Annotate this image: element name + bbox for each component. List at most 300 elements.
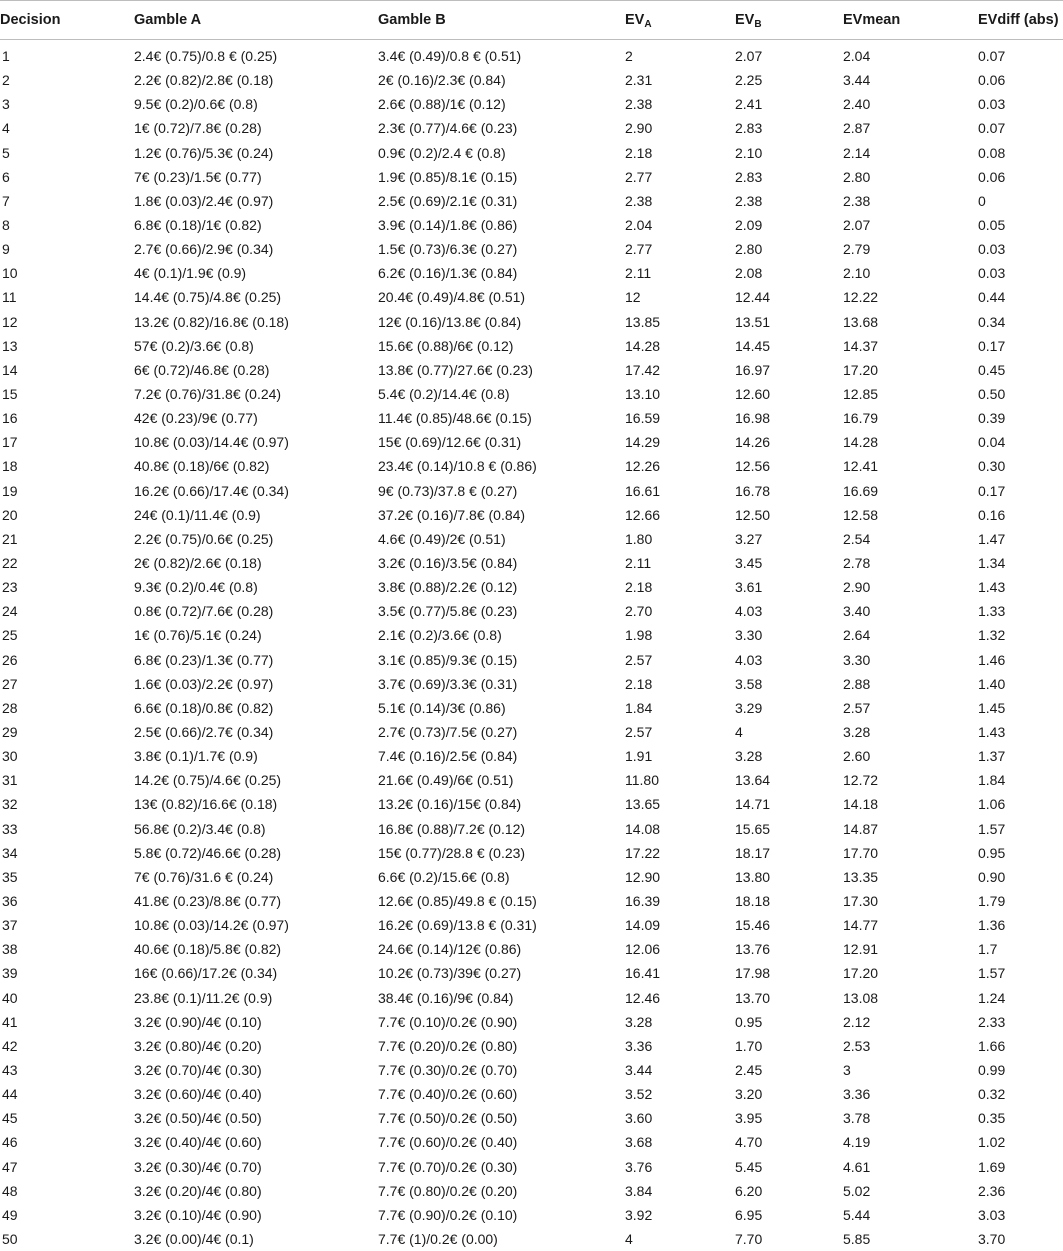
cell-ev-mean: 2.57 [843,696,978,720]
cell-gamble-a: 1.6€ (0.03)/2.2€ (0.97) [134,672,378,696]
cell-ev-mean: 3.44 [843,68,978,92]
cell-decision: 16 [0,406,134,430]
cell-ev-diff: 0.07 [978,116,1063,140]
cell-ev-mean: 12.72 [843,768,978,792]
cell-ev-a: 16.41 [625,961,735,985]
cell-ev-mean: 4.61 [843,1154,978,1178]
cell-ev-b: 2.45 [735,1058,843,1082]
cell-gamble-b: 12.6€ (0.85)/49.8 € (0.15) [378,889,625,913]
cell-ev-b: 6.95 [735,1203,843,1227]
cell-gamble-b: 6.6€ (0.2)/15.6€ (0.8) [378,865,625,889]
cell-ev-mean: 2.07 [843,213,978,237]
cell-gamble-b: 13.2€ (0.16)/15€ (0.84) [378,792,625,816]
cell-gamble-a: 3.2€ (0.50)/4€ (0.50) [134,1106,378,1130]
cell-ev-a: 14.28 [625,334,735,358]
table-row [0,913,1063,937]
cell-gamble-b: 7.7€ (0.20)/0.2€ (0.80) [378,1034,625,1058]
table-row [0,382,1063,406]
cell-ev-b: 16.78 [735,479,843,503]
cell-ev-b: 13.80 [735,865,843,889]
cell-ev-b: 4.03 [735,648,843,672]
cell-ev-a: 2.77 [625,165,735,189]
cell-ev-diff: 1.45 [978,696,1063,720]
cell-ev-mean: 12.91 [843,937,978,961]
cell-decision: 20 [0,503,134,527]
cell-ev-b: 13.70 [735,985,843,1009]
cell-gamble-a: 6.8€ (0.18)/1€ (0.82) [134,213,378,237]
cell-gamble-a: 3.2€ (0.80)/4€ (0.20) [134,1034,378,1058]
cell-ev-b: 18.18 [735,889,843,913]
cell-ev-diff: 0.50 [978,382,1063,406]
cell-ev-a: 2.18 [625,575,735,599]
cell-ev-a: 12.06 [625,937,735,961]
cell-gamble-b: 2.3€ (0.77)/4.6€ (0.23) [378,116,625,140]
table-row [0,116,1063,140]
cell-ev-b: 12.50 [735,503,843,527]
cell-ev-a: 14.29 [625,430,735,454]
cell-ev-mean: 14.18 [843,792,978,816]
cell-ev-b: 4 [735,720,843,744]
cell-ev-mean: 5.02 [843,1179,978,1203]
cell-gamble-a: 41.8€ (0.23)/8.8€ (0.77) [134,889,378,913]
table-row [0,792,1063,816]
cell-ev-b: 2.38 [735,189,843,213]
cell-ev-a: 2.70 [625,599,735,623]
cell-ev-b: 2.83 [735,165,843,189]
table-row [0,1034,1063,1058]
table-row [0,817,1063,841]
cell-ev-a: 3.36 [625,1034,735,1058]
cell-ev-a: 14.08 [625,817,735,841]
cell-ev-b: 3.27 [735,527,843,551]
table-row [0,213,1063,237]
cell-ev-b: 3.58 [735,672,843,696]
cell-ev-diff: 0.03 [978,261,1063,285]
cell-ev-diff: 0 [978,189,1063,213]
table-row [0,551,1063,575]
table-row [0,889,1063,913]
cell-gamble-a: 3.2€ (0.20)/4€ (0.80) [134,1179,378,1203]
table-row [0,1082,1063,1106]
cell-gamble-a: 3.2€ (0.90)/4€ (0.10) [134,1010,378,1034]
cell-ev-diff: 0.06 [978,68,1063,92]
cell-gamble-b: 3.2€ (0.16)/3.5€ (0.84) [378,551,625,575]
cell-decision: 8 [0,213,134,237]
cell-gamble-b: 7.7€ (0.90)/0.2€ (0.10) [378,1203,625,1227]
cell-gamble-b: 37.2€ (0.16)/7.8€ (0.84) [378,503,625,527]
cell-gamble-a: 40.6€ (0.18)/5.8€ (0.82) [134,937,378,961]
cell-ev-diff: 0.17 [978,334,1063,358]
cell-ev-mean: 2.87 [843,116,978,140]
cell-ev-mean: 5.85 [843,1227,978,1251]
cell-decision: 18 [0,454,134,478]
table-row [0,696,1063,720]
header-gamble-a: Gamble A [134,1,378,40]
cell-ev-diff: 1.47 [978,527,1063,551]
cell-ev-a: 2.04 [625,213,735,237]
cell-gamble-a: 1.8€ (0.03)/2.4€ (0.97) [134,189,378,213]
cell-gamble-a: 3.2€ (0.00)/4€ (0.1) [134,1227,378,1251]
cell-gamble-a: 56.8€ (0.2)/3.4€ (0.8) [134,817,378,841]
cell-gamble-a: 1€ (0.76)/5.1€ (0.24) [134,623,378,647]
cell-gamble-b: 11.4€ (0.85)/48.6€ (0.15) [378,406,625,430]
cell-ev-diff: 0.35 [978,1106,1063,1130]
cell-decision: 45 [0,1106,134,1130]
cell-decision: 35 [0,865,134,889]
cell-gamble-b: 15€ (0.77)/28.8 € (0.23) [378,841,625,865]
cell-ev-diff: 3.70 [978,1227,1063,1251]
header-ev-a [625,1,735,40]
cell-gamble-b: 3.4€ (0.49)/0.8 € (0.51) [378,40,625,69]
cell-ev-mean: 13.35 [843,865,978,889]
cell-ev-mean: 4.19 [843,1130,978,1154]
table-row [0,334,1063,358]
cell-decision: 34 [0,841,134,865]
cell-ev-mean: 2.54 [843,527,978,551]
cell-ev-a: 12 [625,285,735,309]
table-row [0,310,1063,334]
cell-ev-b: 2.83 [735,116,843,140]
cell-ev-b: 6.20 [735,1179,843,1203]
cell-decision: 2 [0,68,134,92]
cell-decision: 5 [0,141,134,165]
cell-gamble-b: 3.7€ (0.69)/3.3€ (0.31) [378,672,625,696]
cell-ev-mean: 17.30 [843,889,978,913]
cell-gamble-b: 24.6€ (0.14)/12€ (0.86) [378,937,625,961]
cell-gamble-b: 7.7€ (0.60)/0.2€ (0.40) [378,1130,625,1154]
cell-gamble-a: 2.4€ (0.75)/0.8 € (0.25) [134,40,378,69]
header-ev-a-base: EV [625,12,644,28]
cell-decision: 43 [0,1058,134,1082]
cell-decision: 13 [0,334,134,358]
cell-ev-diff: 1.34 [978,551,1063,575]
cell-decision: 38 [0,937,134,961]
cell-ev-mean: 12.41 [843,454,978,478]
cell-ev-a: 16.59 [625,406,735,430]
header-ev-b-sub: B [754,19,761,30]
cell-ev-mean: 16.79 [843,406,978,430]
cell-ev-diff: 0.17 [978,479,1063,503]
cell-gamble-b: 3.8€ (0.88)/2.2€ (0.12) [378,575,625,599]
cell-ev-mean: 16.69 [843,479,978,503]
cell-ev-diff: 0.44 [978,285,1063,309]
cell-ev-a: 12.46 [625,985,735,1009]
cell-ev-b: 12.44 [735,285,843,309]
cell-decision: 17 [0,430,134,454]
cell-ev-diff: 1.24 [978,985,1063,1009]
cell-ev-diff: 1.33 [978,599,1063,623]
cell-gamble-a: 1€ (0.72)/7.8€ (0.28) [134,116,378,140]
cell-ev-diff: 0.30 [978,454,1063,478]
cell-ev-a: 1.91 [625,744,735,768]
cell-gamble-a: 23.8€ (0.1)/11.2€ (0.9) [134,985,378,1009]
cell-ev-mean: 2.60 [843,744,978,768]
cell-ev-diff: 0.95 [978,841,1063,865]
cell-decision: 36 [0,889,134,913]
cell-ev-diff: 1.57 [978,961,1063,985]
cell-gamble-a: 7€ (0.23)/1.5€ (0.77) [134,165,378,189]
cell-gamble-a: 2.2€ (0.75)/0.6€ (0.25) [134,527,378,551]
cell-gamble-b: 3.1€ (0.85)/9.3€ (0.15) [378,648,625,672]
cell-ev-b: 15.65 [735,817,843,841]
cell-ev-b: 3.30 [735,623,843,647]
table-row [0,599,1063,623]
cell-gamble-a: 6.6€ (0.18)/0.8€ (0.82) [134,696,378,720]
cell-decision: 19 [0,479,134,503]
cell-gamble-b: 9€ (0.73)/37.8 € (0.27) [378,479,625,503]
cell-ev-a: 2.57 [625,720,735,744]
cell-ev-a: 1.84 [625,696,735,720]
cell-decision: 25 [0,623,134,647]
cell-ev-diff: 0.03 [978,237,1063,261]
table-row [0,68,1063,92]
cell-ev-diff: 1.66 [978,1034,1063,1058]
cell-gamble-a: 7.2€ (0.76)/31.8€ (0.24) [134,382,378,406]
cell-ev-b: 1.70 [735,1034,843,1058]
cell-ev-diff: 0.45 [978,358,1063,382]
header-row [0,1,1063,40]
cell-ev-mean: 14.87 [843,817,978,841]
cell-ev-b: 3.28 [735,744,843,768]
cell-decision: 29 [0,720,134,744]
header-ev-b [735,1,843,40]
cell-ev-mean: 12.58 [843,503,978,527]
cell-ev-mean: 14.77 [843,913,978,937]
cell-ev-diff: 2.33 [978,1010,1063,1034]
cell-decision: 44 [0,1082,134,1106]
cell-gamble-a: 2.7€ (0.66)/2.9€ (0.34) [134,237,378,261]
cell-decision: 48 [0,1179,134,1203]
table-row [0,1203,1063,1227]
cell-gamble-b: 7.7€ (0.50)/0.2€ (0.50) [378,1106,625,1130]
cell-decision: 50 [0,1227,134,1251]
cell-ev-mean: 2.64 [843,623,978,647]
cell-ev-mean: 2.78 [843,551,978,575]
cell-gamble-a: 10.8€ (0.03)/14.2€ (0.97) [134,913,378,937]
cell-ev-diff: 0.16 [978,503,1063,527]
cell-ev-a: 17.22 [625,841,735,865]
table-row [0,430,1063,454]
cell-gamble-b: 4.6€ (0.49)/2€ (0.51) [378,527,625,551]
cell-gamble-a: 14.4€ (0.75)/4.8€ (0.25) [134,285,378,309]
cell-gamble-a: 16€ (0.66)/17.2€ (0.34) [134,961,378,985]
cell-ev-b: 12.60 [735,382,843,406]
cell-gamble-b: 3.9€ (0.14)/1.8€ (0.86) [378,213,625,237]
table-row [0,1130,1063,1154]
cell-ev-diff: 0.03 [978,92,1063,116]
cell-ev-diff: 1.79 [978,889,1063,913]
cell-gamble-a: 3.2€ (0.60)/4€ (0.40) [134,1082,378,1106]
cell-ev-b: 13.51 [735,310,843,334]
cell-ev-mean: 13.68 [843,310,978,334]
cell-decision: 49 [0,1203,134,1227]
table-row [0,575,1063,599]
table-row [0,237,1063,261]
table-row [0,720,1063,744]
cell-decision: 24 [0,599,134,623]
cell-gamble-a: 6.8€ (0.23)/1.3€ (0.77) [134,648,378,672]
cell-ev-a: 3.84 [625,1179,735,1203]
cell-ev-b: 2.25 [735,68,843,92]
cell-gamble-a: 24€ (0.1)/11.4€ (0.9) [134,503,378,527]
cell-ev-b: 2.07 [735,40,843,69]
cell-ev-a: 2.90 [625,116,735,140]
cell-gamble-b: 5.4€ (0.2)/14.4€ (0.8) [378,382,625,406]
cell-ev-mean: 2.14 [843,141,978,165]
cell-decision: 26 [0,648,134,672]
cell-gamble-b: 7.7€ (0.10)/0.2€ (0.90) [378,1010,625,1034]
cell-gamble-b: 2.5€ (0.69)/2.1€ (0.31) [378,189,625,213]
cell-ev-a: 3.28 [625,1010,735,1034]
cell-ev-a: 2.11 [625,261,735,285]
cell-gamble-b: 1.5€ (0.73)/6.3€ (0.27) [378,237,625,261]
cell-ev-diff: 1.43 [978,720,1063,744]
cell-gamble-b: 2€ (0.16)/2.3€ (0.84) [378,68,625,92]
cell-gamble-a: 13.2€ (0.82)/16.8€ (0.18) [134,310,378,334]
cell-ev-b: 7.70 [735,1227,843,1251]
cell-gamble-b: 7.7€ (1)/0.2€ (0.00) [378,1227,625,1251]
table-row [0,841,1063,865]
cell-ev-b: 14.26 [735,430,843,454]
cell-ev-diff: 1.57 [978,817,1063,841]
cell-gamble-b: 6.2€ (0.16)/1.3€ (0.84) [378,261,625,285]
table-row [0,985,1063,1009]
cell-ev-diff: 2.36 [978,1179,1063,1203]
cell-decision: 47 [0,1154,134,1178]
cell-gamble-b: 5.1€ (0.14)/3€ (0.86) [378,696,625,720]
cell-gamble-b: 7.7€ (0.70)/0.2€ (0.30) [378,1154,625,1178]
cell-ev-b: 4.70 [735,1130,843,1154]
table-row [0,744,1063,768]
cell-ev-mean: 2.53 [843,1034,978,1058]
cell-ev-a: 3.60 [625,1106,735,1130]
cell-gamble-b: 12€ (0.16)/13.8€ (0.84) [378,310,625,334]
cell-ev-b: 18.17 [735,841,843,865]
header-ev-diff: EVdiff (abs) [978,1,1063,40]
cell-decision: 6 [0,165,134,189]
cell-ev-b: 3.45 [735,551,843,575]
cell-gamble-a: 3.8€ (0.1)/1.7€ (0.9) [134,744,378,768]
cell-decision: 37 [0,913,134,937]
table-row [0,1154,1063,1178]
cell-ev-mean: 3.30 [843,648,978,672]
cell-gamble-b: 2.6€ (0.88)/1€ (0.12) [378,92,625,116]
table-row [0,261,1063,285]
cell-ev-diff: 1.36 [978,913,1063,937]
cell-decision: 40 [0,985,134,1009]
cell-ev-b: 0.95 [735,1010,843,1034]
cell-gamble-a: 13€ (0.82)/16.6€ (0.18) [134,792,378,816]
cell-gamble-a: 1.2€ (0.76)/5.3€ (0.24) [134,141,378,165]
cell-ev-diff: 1.46 [978,648,1063,672]
table-row [0,1058,1063,1082]
cell-gamble-b: 16.2€ (0.69)/13.8 € (0.31) [378,913,625,937]
cell-ev-diff: 1.7 [978,937,1063,961]
header-ev-mean: EVmean [843,1,978,40]
cell-ev-a: 2.11 [625,551,735,575]
cell-ev-a: 17.42 [625,358,735,382]
cell-ev-mean: 3.78 [843,1106,978,1130]
cell-gamble-b: 7.7€ (0.40)/0.2€ (0.60) [378,1082,625,1106]
cell-decision: 33 [0,817,134,841]
cell-ev-b: 16.98 [735,406,843,430]
cell-ev-a: 3.68 [625,1130,735,1154]
cell-ev-a: 12.66 [625,503,735,527]
cell-ev-diff: 1.37 [978,744,1063,768]
cell-ev-a: 2.18 [625,672,735,696]
cell-gamble-a: 9.3€ (0.2)/0.4€ (0.8) [134,575,378,599]
cell-ev-a: 12.26 [625,454,735,478]
table-row [0,406,1063,430]
cell-gamble-b: 2.1€ (0.2)/3.6€ (0.8) [378,623,625,647]
cell-ev-mean: 5.44 [843,1203,978,1227]
cell-ev-diff: 0.07 [978,40,1063,69]
cell-ev-a: 3.92 [625,1203,735,1227]
cell-ev-a: 4 [625,1227,735,1251]
cell-ev-a: 2.18 [625,141,735,165]
table-row [0,527,1063,551]
table-row [0,503,1063,527]
cell-ev-diff: 0.06 [978,165,1063,189]
cell-ev-mean: 2.04 [843,40,978,69]
cell-gamble-a: 16.2€ (0.66)/17.4€ (0.34) [134,479,378,503]
table-row [0,165,1063,189]
cell-ev-b: 5.45 [735,1154,843,1178]
cell-decision: 32 [0,792,134,816]
cell-ev-b: 13.64 [735,768,843,792]
cell-ev-mean: 2.40 [843,92,978,116]
cell-gamble-a: 40.8€ (0.18)/6€ (0.82) [134,454,378,478]
table-row [0,1227,1063,1251]
table-row [0,623,1063,647]
cell-ev-a: 14.09 [625,913,735,937]
table-row [0,189,1063,213]
cell-ev-a: 2 [625,40,735,69]
cell-gamble-b: 10.2€ (0.73)/39€ (0.27) [378,961,625,985]
cell-decision: 22 [0,551,134,575]
cell-ev-mean: 3.28 [843,720,978,744]
cell-ev-b: 2.41 [735,92,843,116]
cell-gamble-a: 3.2€ (0.30)/4€ (0.70) [134,1154,378,1178]
table-row [0,672,1063,696]
cell-ev-diff: 0.39 [978,406,1063,430]
cell-ev-b: 3.29 [735,696,843,720]
table-row [0,1010,1063,1034]
cell-ev-mean: 14.28 [843,430,978,454]
cell-gamble-a: 10.8€ (0.03)/14.4€ (0.97) [134,430,378,454]
cell-ev-diff: 1.40 [978,672,1063,696]
cell-ev-a: 16.39 [625,889,735,913]
cell-ev-b: 13.76 [735,937,843,961]
cell-ev-mean: 3.36 [843,1082,978,1106]
cell-ev-mean: 3.40 [843,599,978,623]
table-row [0,1179,1063,1203]
cell-ev-a: 13.85 [625,310,735,334]
cell-ev-b: 4.03 [735,599,843,623]
cell-gamble-b: 7.4€ (0.16)/2.5€ (0.84) [378,744,625,768]
cell-ev-a: 13.10 [625,382,735,406]
cell-gamble-a: 5.8€ (0.72)/46.6€ (0.28) [134,841,378,865]
cell-ev-diff: 1.32 [978,623,1063,647]
cell-decision: 41 [0,1010,134,1034]
cell-ev-b: 14.71 [735,792,843,816]
cell-decision: 10 [0,261,134,285]
cell-gamble-b: 7.7€ (0.80)/0.2€ (0.20) [378,1179,625,1203]
cell-ev-mean: 2.88 [843,672,978,696]
header-ev-a-sub: A [644,19,651,30]
cell-decision: 31 [0,768,134,792]
cell-decision: 21 [0,527,134,551]
